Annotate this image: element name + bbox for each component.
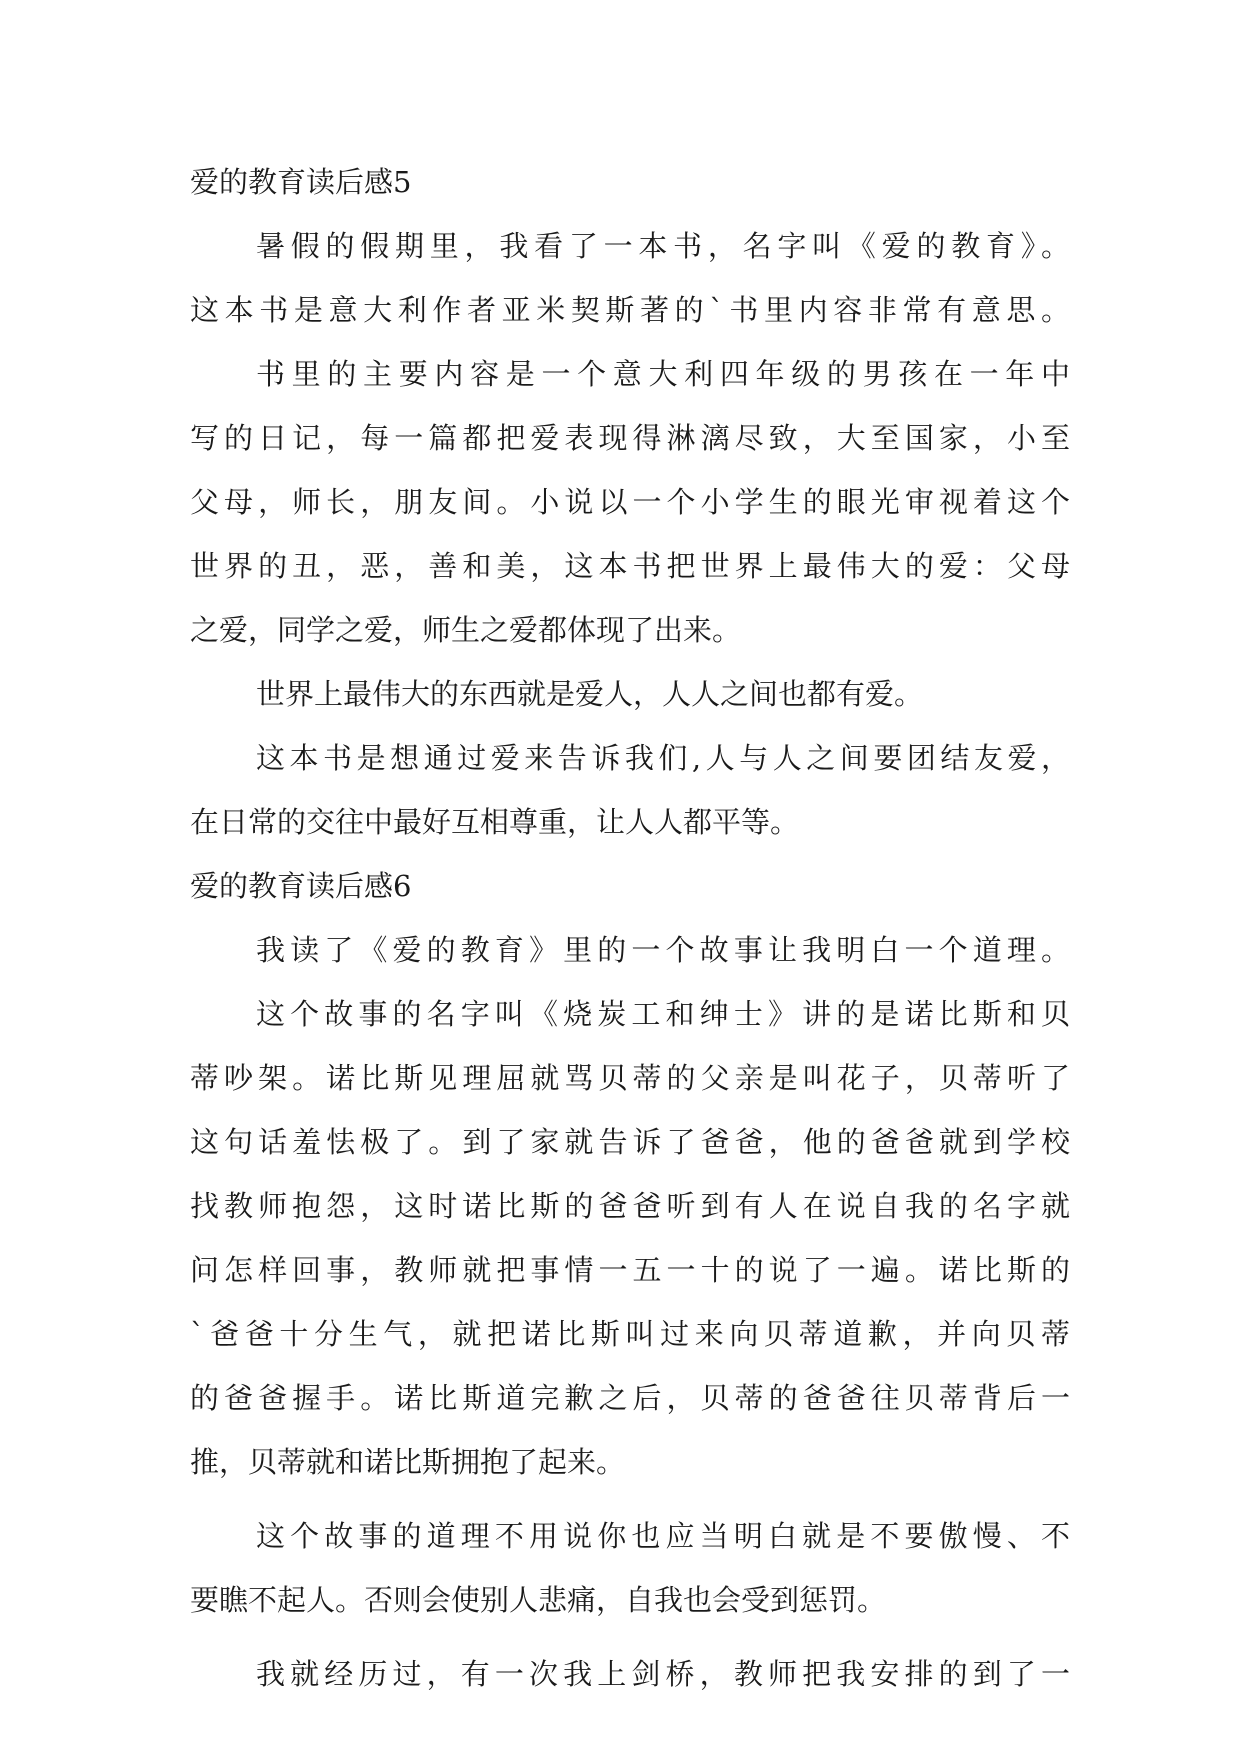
paragraph-line: 推，贝蒂就和诺比斯拥抱了起来。	[190, 1445, 626, 1479]
paragraph-line: 父母，师长，朋友间。小说以一个小学生的眼光审视着这个	[190, 485, 1070, 519]
paragraph-line: 的爸爸握手。诺比斯道完歉之后，贝蒂的爸爸往贝蒂背后一	[190, 1381, 1070, 1415]
paragraph-line: 暑假的假期里，我看了一本书，名字叫《爱的教育》。	[256, 229, 1070, 263]
paragraph-line: 在日常的交往中最好互相尊重，让人人都平等。	[190, 805, 800, 839]
paragraph-line: 我就经历过，有一次我上剑桥，教师把我安排的到了一	[256, 1657, 1070, 1691]
paragraph-line: 问怎样回事，教师就把事情一五一十的说了一遍。诺比斯的	[190, 1253, 1070, 1287]
paragraph-line: `爸爸十分生气，就把诺比斯叫过来向贝蒂道歉，并向贝蒂	[190, 1317, 1070, 1351]
paragraph-line: 写的日记，每一篇都把爱表现得淋漓尽致，大至国家，小至	[190, 421, 1070, 455]
paragraph-line: 这本书是意大利作者亚米契斯著的`书里内容非常有意思。	[190, 293, 1070, 327]
paragraph-line: 这个故事的道理不用说你也应当明白就是不要傲慢、不	[256, 1519, 1070, 1553]
paragraph-line: 这个故事的名字叫《烧炭工和绅士》讲的是诺比斯和贝	[256, 997, 1070, 1031]
paragraph-line: 这句话羞怯极了。到了家就告诉了爸爸，他的爸爸就到学校	[190, 1125, 1070, 1159]
paragraph-line: 之爱，同学之爱，师生之爱都体现了出来。	[190, 613, 742, 647]
paragraph-line: 我读了《爱的教育》里的一个故事让我明白一个道理。	[256, 933, 1070, 967]
paragraph-line: 蒂吵架。诺比斯见理屈就骂贝蒂的父亲是叫花子，贝蒂听了	[190, 1061, 1070, 1095]
paragraph-line: 找教师抱怨，这时诺比斯的爸爸听到有人在说自我的名字就	[190, 1189, 1070, 1223]
section-title: 爱的教育读后感6	[190, 869, 412, 903]
paragraph-line: 这本书是想通过爱来告诉我们,人与人之间要团结友爱，	[256, 741, 1070, 775]
paragraph-line: 世界上最伟大的东西就是爱人，人人之间也都有爱。	[256, 677, 924, 711]
paragraph-line: 书里的主要内容是一个意大利四年级的男孩在一年中	[256, 357, 1070, 391]
paragraph-line: 要瞧不起人。否则会使别人悲痛，自我也会受到惩罚。	[190, 1583, 887, 1617]
section-title: 爱的教育读后感5	[190, 165, 412, 199]
paragraph-line: 世界的丑，恶，善和美，这本书把世界上最伟大的爱：父母	[190, 549, 1070, 583]
